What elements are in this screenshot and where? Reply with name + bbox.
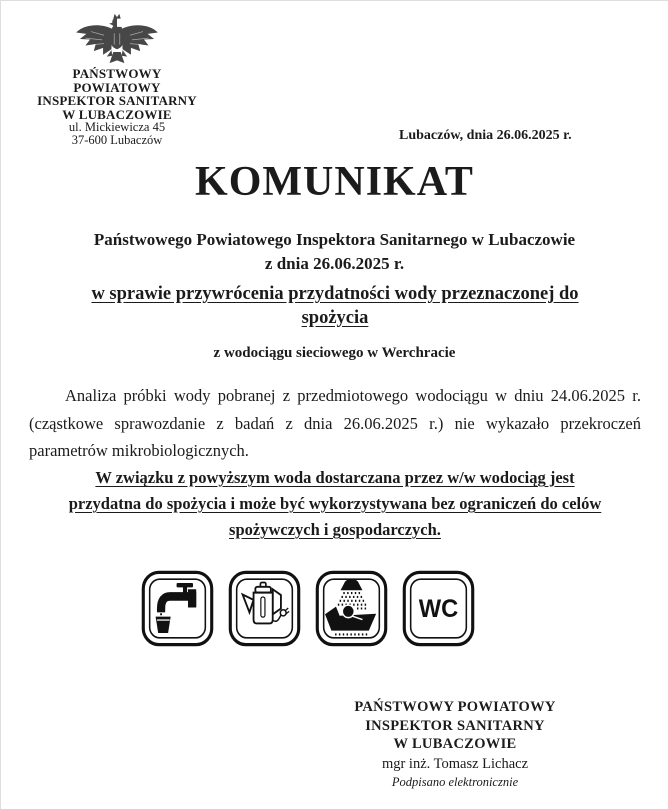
header-org-line: PAŃSTWOWY POWIATOWY [72,66,162,95]
header-address-line: ul. Mickiewicza 45 [68,120,166,134]
conclusion-line: przydatna do spożycia i może być wykorzystywana bez ograniczeń do celów [68,494,602,513]
subtitle [1,228,668,276]
subtitle-line: Państwowego Powiatowego Inspektora Sanitarnego w Lubaczowie [93,230,576,249]
footer-org-line: W LUBACZOWIE [393,736,517,752]
date-line: Lubaczów, dnia 26.06.2025 r. [399,128,572,143]
page-title: KOMUNIKAT [195,159,474,205]
conclusion-paragraph [25,465,645,543]
usage-pictograms [141,570,475,647]
polish-eagle-icon [71,13,163,65]
subject-heading [55,282,615,330]
subject-line: w sprawie przywrócenia przydatności wody przeznaczonej do [91,284,579,304]
electric-kettle-icon [228,570,301,647]
footer-org-line: PAŃSTWOWY POWIATOWY [354,699,556,715]
subject-line: spożycia [301,308,369,328]
header-org-line: W LUBACZOWIE [62,106,172,122]
conclusion-line: spożywczych i gospodarczych. [229,520,441,539]
header-address-line: 37-600 Lubaczów [71,132,163,147]
electronic-signature-note: Podpisano elektronicznie [391,774,519,789]
footer-org-line: INSPEKTOR SANITARNY [365,717,545,734]
wc-label: WC [418,595,459,624]
letterhead [29,13,205,146]
body-paragraph: Analiza próbki wody pobranej z przedmiotowego wodociągu w dniu 24.06.2025 r. (cząstkowe sprawozdanie z badań z dnia 26.06.2025 r.) nie wykazało przekroczeń parametrów mikrobiologicznych. [29,386,641,460]
signer-name: mgr inż. Tomasz Lichacz [381,755,529,772]
header-org-line: INSPEKTOR SANITARNY [37,93,197,108]
wc-icon [402,570,475,647]
conclusion-line: W związku z powyższym woda dostarczana przez w/w wodociąg jest [95,468,575,487]
drinking-water-tap-icon [141,570,214,647]
bathing-shower-icon [315,570,388,647]
signature-block [349,698,561,791]
subtitle-line: z dnia 26.06.2025 r. [264,254,405,273]
waterworks-line: z wodociągu sieciowego w Werchracie [213,345,456,361]
